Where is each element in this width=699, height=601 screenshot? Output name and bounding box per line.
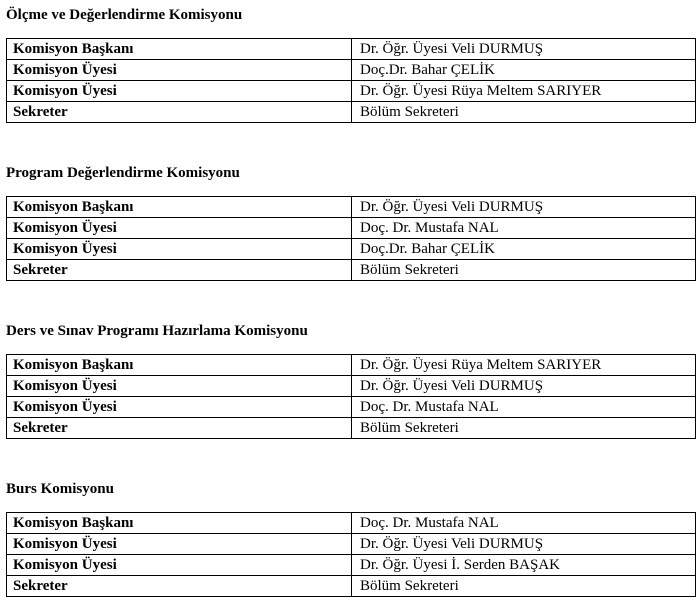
table-row <box>7 39 696 60</box>
member-cell: Bölüm Sekreteri <box>352 102 696 123</box>
table-row <box>7 513 696 534</box>
member-cell: Dr. Öğr. Üyesi Rüya Meltem SARIYER <box>352 355 696 376</box>
role-cell: Komisyon Başkanı <box>7 197 352 218</box>
role-cell: Komisyon Başkanı <box>7 513 352 534</box>
table-row <box>7 555 696 576</box>
role-cell: Komisyon Üyesi <box>7 376 352 397</box>
table-row <box>7 197 696 218</box>
role-cell: Komisyon Üyesi <box>7 534 352 555</box>
member-cell: Doç. Dr. Mustafa NAL <box>352 513 696 534</box>
committee-section-olcme <box>6 6 696 120</box>
table-row <box>7 260 696 281</box>
role-cell: Komisyon Üyesi <box>7 60 352 81</box>
member-cell: Doç.Dr. Bahar ÇELİK <box>352 60 696 81</box>
role-cell: Sekreter <box>7 260 352 281</box>
table-row <box>7 239 696 260</box>
member-cell: Doç.Dr. Bahar ÇELİK <box>352 239 696 260</box>
table-row <box>7 376 696 397</box>
role-cell: Komisyon Üyesi <box>7 218 352 239</box>
member-cell: Doç. Dr. Mustafa NAL <box>352 397 696 418</box>
role-cell: Sekreter <box>7 576 352 597</box>
member-cell: Dr. Öğr. Üyesi Veli DURMUŞ <box>352 197 696 218</box>
table-row <box>7 218 696 239</box>
committee-section-program <box>6 164 696 278</box>
committee-table <box>6 512 696 597</box>
committee-section-burs <box>6 480 696 594</box>
table-row <box>7 534 696 555</box>
committee-section-ders-sinav <box>6 322 696 436</box>
table-row <box>7 576 696 597</box>
role-cell: Komisyon Başkanı <box>7 355 352 376</box>
role-cell: Komisyon Üyesi <box>7 239 352 260</box>
role-cell: Komisyon Başkanı <box>7 39 352 60</box>
committee-table <box>6 196 696 281</box>
member-cell: Dr. Öğr. Üyesi Veli DURMUŞ <box>352 534 696 555</box>
role-cell: Komisyon Üyesi <box>7 555 352 576</box>
role-cell: Komisyon Üyesi <box>7 397 352 418</box>
table-row <box>7 418 696 439</box>
member-cell: Dr. Öğr. Üyesi İ. Serden BAŞAK <box>352 555 696 576</box>
committee-title: Program Değerlendirme Komisyonu <box>6 165 240 181</box>
member-cell: Dr. Öğr. Üyesi Rüya Meltem SARIYER <box>352 81 696 102</box>
member-cell: Bölüm Sekreteri <box>352 260 696 281</box>
table-row <box>7 102 696 123</box>
committee-table <box>6 354 696 439</box>
member-cell: Dr. Öğr. Üyesi Veli DURMUŞ <box>352 39 696 60</box>
role-cell: Komisyon Üyesi <box>7 81 352 102</box>
role-cell: Sekreter <box>7 418 352 439</box>
member-cell: Bölüm Sekreteri <box>352 418 696 439</box>
committee-table <box>6 38 696 123</box>
member-cell: Bölüm Sekreteri <box>352 576 696 597</box>
role-cell: Sekreter <box>7 102 352 123</box>
table-row <box>7 355 696 376</box>
member-cell: Dr. Öğr. Üyesi Veli DURMUŞ <box>352 376 696 397</box>
committee-title: Ders ve Sınav Programı Hazırlama Komisyonu <box>6 323 308 339</box>
committee-title: Burs Komisyonu <box>6 481 114 497</box>
member-cell: Doç. Dr. Mustafa NAL <box>352 218 696 239</box>
table-row <box>7 60 696 81</box>
committee-title: Ölçme ve Değerlendirme Komisyonu <box>6 7 243 23</box>
table-row <box>7 397 696 418</box>
table-row <box>7 81 696 102</box>
